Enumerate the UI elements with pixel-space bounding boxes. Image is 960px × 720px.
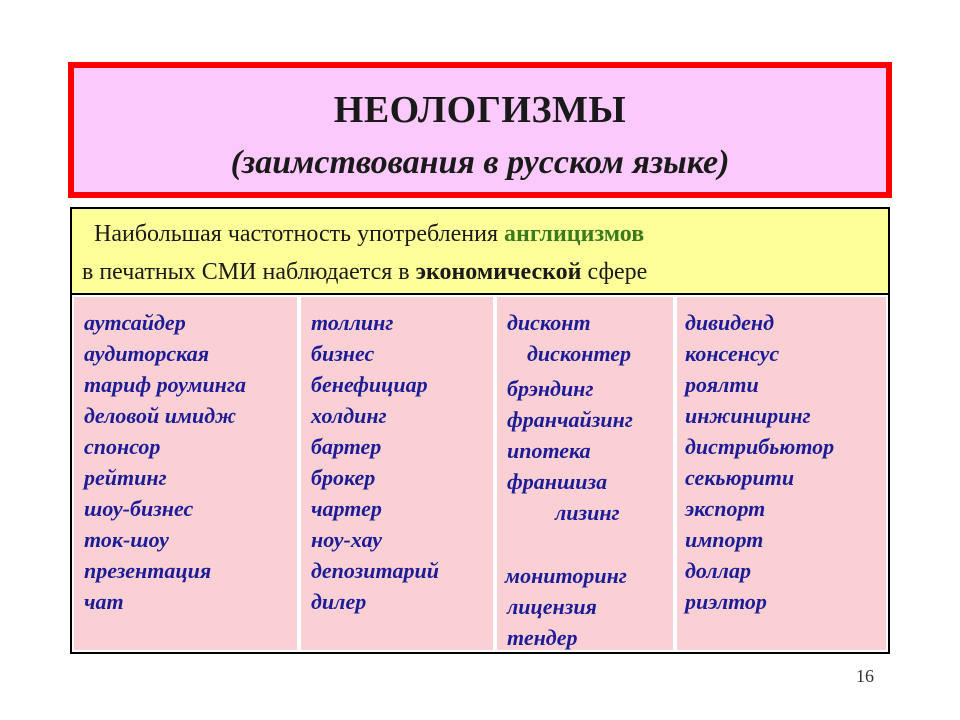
term-item: импорт [685, 527, 764, 552]
slide-subtitle: (заимствования в русском языке) [230, 144, 730, 181]
term-item: спонсор [84, 434, 161, 459]
term-item: инжиниринг [685, 403, 811, 428]
term-item: экспорт [685, 496, 766, 521]
term-item: презентация [84, 558, 212, 583]
term-item: аудиторская [84, 341, 210, 366]
term-item: депозитарий [311, 558, 440, 583]
term-item: лизинг [555, 500, 620, 525]
term-item: чат [84, 589, 124, 614]
term-item: деловой имидж [84, 403, 237, 428]
term-item: толлинг [311, 310, 394, 335]
term-item: дисконт [507, 310, 591, 335]
term-item: дистрибьютор [685, 434, 835, 459]
term-item: доллар [685, 558, 751, 583]
term-item: секьюрити [685, 465, 795, 490]
term-item: франшиза [507, 469, 608, 494]
slide-title: НЕОЛОГИЗМЫ [333, 89, 627, 131]
info-box [70, 207, 890, 295]
info-line-2-suffix: сфере [581, 259, 648, 285]
term-item: лицензия [507, 594, 597, 619]
term-item: риэлтор [685, 589, 767, 614]
term-item: чартер [311, 496, 382, 521]
term-item: франчайзинг [507, 407, 633, 432]
info-line-2 [82, 259, 647, 286]
info-line-1 [94, 221, 644, 248]
term-item: шоу-бизнес [84, 496, 194, 521]
term-item: консенсус [685, 341, 780, 366]
term-item: ипотека [507, 438, 591, 463]
title-box [68, 62, 892, 198]
terms-column-1 [74, 297, 297, 650]
term-item: бенефициар [311, 372, 428, 397]
term-item: холдинг [311, 403, 387, 428]
term-item: брэндинг [507, 376, 594, 401]
term-item: бартер [311, 434, 382, 459]
term-item: дилер [311, 589, 367, 614]
anglicisms-highlight: англицизмов [504, 221, 645, 247]
economic-highlight: экономической [415, 259, 582, 285]
term-item: брокер [311, 465, 376, 490]
term-item: тариф роуминга [84, 372, 247, 397]
term-item: аутсайдер [84, 310, 186, 335]
term-item: дивиденд [685, 310, 775, 335]
terms-column-3 [497, 297, 673, 650]
term-item: дисконтер [527, 341, 632, 366]
term-item: мониторинг [505, 563, 627, 588]
info-line-1-text: Наибольшая частотность употребления [94, 221, 504, 247]
term-item: тендер [507, 625, 578, 650]
term-item: ноу-хау [311, 527, 383, 552]
page-number: 16 [856, 666, 874, 686]
terms-table [70, 293, 890, 654]
term-item: бизнес [311, 341, 375, 366]
term-item: рейтинг [84, 465, 167, 490]
terms-column-2 [301, 297, 493, 650]
term-item: роялти [685, 372, 759, 397]
terms-column-4 [677, 297, 886, 650]
info-line-2-text: в печатных СМИ наблюдается в [82, 259, 416, 285]
term-item: ток-шоу [84, 527, 169, 552]
